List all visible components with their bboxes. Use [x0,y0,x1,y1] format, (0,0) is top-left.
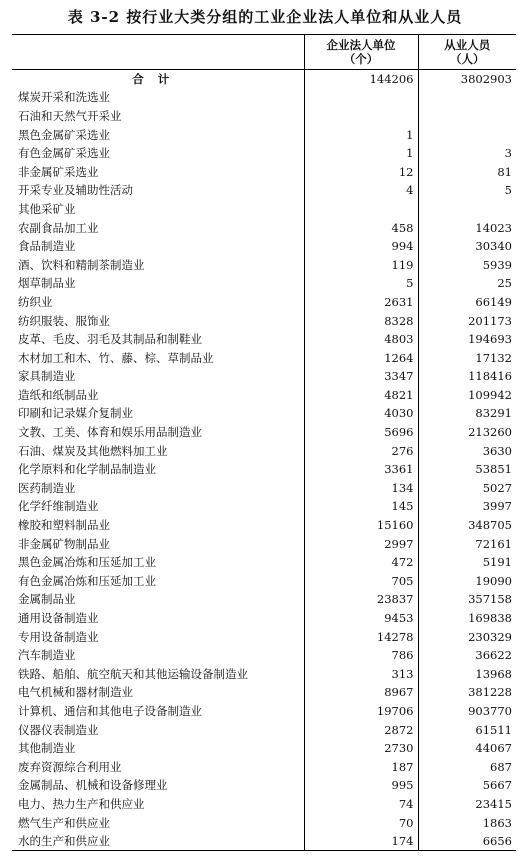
table-row [12,88,516,107]
industry-name-cell: 废弃资源综合利用业 [12,757,304,776]
industry-name-cell: 黑色金属矿采选业 [12,125,304,144]
industry-name-cell: 橡胶和塑料制品业 [12,516,304,535]
employees-cell: 5667 [482,778,512,793]
units-cell: 19706 [304,702,418,721]
industry-name-cell: 电力、热力生产和供应业 [12,795,304,814]
employees-cell: 17132 [475,350,512,365]
industry-name-cell: 金属制品、机械和设备修理业 [12,776,304,795]
industry-name-cell: 汽车制造业 [12,646,304,665]
units-cell: 145 [304,497,418,516]
table-row [12,757,516,776]
table-row [12,534,516,553]
table-row [12,181,516,200]
employees-cell: 66149 [475,294,512,309]
industry-name-cell: 家具制造业 [12,367,304,386]
table-body [12,70,516,851]
header-employees-line1: 从业人员 [444,38,491,52]
table-row [12,553,516,572]
employees-cell: 44067 [475,741,512,756]
employees-cell: 3630 [482,443,512,458]
table-row [12,330,516,349]
units-cell: 313 [304,665,418,684]
industry-name-cell: 金属制品业 [12,590,304,609]
industry-name-cell: 造纸和纸制品业 [12,386,304,405]
industry-name-cell: 铁路、船舶、航空航天和其他运输设备制造业 [12,665,304,684]
industry-name-cell: 烟草制品业 [12,274,304,293]
table-row [12,404,516,423]
units-cell: 995 [304,776,418,795]
employees-cell: 903770 [468,703,512,718]
table-row [12,497,516,516]
industry-name-cell: 水的生产和供应业 [12,832,304,851]
table-row [12,590,516,609]
industry-name-cell: 计算机、通信和其他电子设备制造业 [12,702,304,721]
employees-cell: 230329 [468,629,512,644]
employees-cell: 83291 [475,406,512,421]
table-row [12,274,516,293]
employees-cell: 25 [497,276,512,291]
table-row [12,683,516,702]
industry-name-cell: 印刷和记录媒介复制业 [12,404,304,423]
employees-cell: 81 [497,164,512,179]
units-cell: 2997 [304,534,418,553]
units-cell: 786 [304,646,418,665]
table-row [12,423,516,442]
industry-name-cell: 专用设备制造业 [12,627,304,646]
employees-cell: 72161 [475,536,512,551]
employees-cell: 213260 [468,425,512,440]
table-row [12,795,516,814]
table-row [12,386,516,405]
table-row [12,311,516,330]
industry-name-cell: 有色金属冶炼和压延加工业 [12,572,304,591]
employees-cell: 3997 [482,499,512,514]
employees-cell: 3 [504,146,512,161]
industry-name-cell: 木材加工和木、竹、藤、棕、草制品业 [12,348,304,367]
header-units-line1: 企业法人单位 [326,38,396,52]
employees-cell [418,200,516,219]
industry-name-cell: 石油、煤炭及其他燃料加工业 [12,441,304,460]
employees-cell: 5 [504,183,512,198]
employees-cell: 23415 [475,796,512,811]
industry-name-cell: 化学纤维制造业 [12,497,304,516]
employees-cell [418,125,516,144]
industry-name-cell: 医药制造业 [12,479,304,498]
employees-cell: 30340 [475,239,512,254]
units-cell: 2631 [304,293,418,312]
industry-name-cell: 燃气生产和供应业 [12,813,304,832]
units-cell: 4803 [304,330,418,349]
total-row [12,70,516,89]
industry-name-cell: 化学原料和化学制品制造业 [12,460,304,479]
employees-cell: 381228 [468,685,512,700]
employees-cell: 118416 [468,369,512,384]
industry-name-cell: 食品制造业 [12,237,304,256]
employees-cell: 687 [490,759,512,774]
header-employees [418,35,516,70]
industry-name-cell: 纺织服装、服饰业 [12,311,304,330]
industry-name-cell: 皮革、毛皮、羽毛及其制品和制鞋业 [12,330,304,349]
employees-cell: 194693 [468,332,512,347]
table-row [12,460,516,479]
table-row [12,609,516,628]
table-row [12,832,516,851]
total-label: 合计 [12,70,304,89]
units-cell: 8328 [304,311,418,330]
units-cell: 4821 [304,386,418,405]
units-cell: 134 [304,479,418,498]
units-cell: 5696 [304,423,418,442]
units-cell: 1264 [304,348,418,367]
industry-name-cell: 酒、饮料和精制茶制造业 [12,255,304,274]
employees-cell: 61511 [475,722,512,737]
table-row [12,665,516,684]
table-header [12,35,516,70]
units-cell [304,88,418,107]
industry-name-cell: 电气机械和器材制造业 [12,683,304,702]
units-cell: 174 [304,832,418,851]
table-row [12,237,516,256]
table-row [12,627,516,646]
units-cell: 8967 [304,683,418,702]
employees-cell: 14023 [475,220,512,235]
units-cell: 4 [304,181,418,200]
table-row [12,162,516,181]
table-row [12,107,516,126]
units-cell: 1 [304,125,418,144]
industry-name-cell: 其他采矿业 [12,200,304,219]
table-row [12,200,516,219]
industry-name-cell: 仪器仪表制造业 [12,720,304,739]
table-row [12,720,516,739]
table-row [12,441,516,460]
table-row [12,144,516,163]
units-cell: 705 [304,572,418,591]
table-row [12,125,516,144]
employees-cell: 13968 [475,666,512,681]
industry-name-cell: 有色金属矿采选业 [12,144,304,163]
table-row [12,516,516,535]
units-cell: 70 [304,813,418,832]
units-cell: 119 [304,255,418,274]
employees-cell: 357158 [468,592,512,607]
employees-cell: 5191 [482,555,512,570]
table-row [12,702,516,721]
units-cell: 74 [304,795,418,814]
employees-cell: 201173 [468,313,512,328]
units-cell: 5 [304,274,418,293]
employees-cell: 109942 [468,387,512,402]
industry-name-cell: 黑色金属冶炼和压延加工业 [12,553,304,572]
industry-name-cell: 通用设备制造业 [12,609,304,628]
table-row [12,367,516,386]
industry-name-cell: 非金属矿采选业 [12,162,304,181]
table-row [12,813,516,832]
units-cell: 12 [304,162,418,181]
units-cell: 472 [304,553,418,572]
table-row [12,479,516,498]
header-industry [12,35,304,70]
industry-name-cell: 开采专业及辅助性活动 [12,181,304,200]
units-cell: 15160 [304,516,418,535]
table-row [12,776,516,795]
units-cell: 4030 [304,404,418,423]
units-cell [304,200,418,219]
industry-name-cell: 非金属矿物制品业 [12,534,304,553]
table-row [12,293,516,312]
table-title: 表 3-2 按行业大类分组的工业企业法人单位和从业人员 [67,8,463,26]
table-row [12,739,516,758]
total-units: 144206 [304,70,418,89]
industry-name-cell: 其他制造业 [12,739,304,758]
table-row [12,218,516,237]
employees-cell: 6656 [418,832,516,851]
employees-cell: 348705 [468,518,512,533]
employees-cell: 36622 [475,648,512,663]
total-employees: 3802903 [460,72,512,87]
units-cell: 2730 [304,739,418,758]
header-units [304,35,418,70]
units-cell: 1 [304,144,418,163]
employees-cell: 1863 [482,815,512,830]
units-cell: 3347 [304,367,418,386]
industry-name-cell: 文教、工美、体育和娱乐用品制造业 [12,423,304,442]
header-employees-line2: （人） [450,52,485,66]
units-cell: 458 [304,218,418,237]
table-row [12,255,516,274]
units-cell: 2872 [304,720,418,739]
employees-cell: 19090 [475,573,512,588]
header-units-line2: （个） [343,52,379,66]
industry-name-cell: 煤炭开采和洗选业 [12,88,304,107]
units-cell [304,107,418,126]
units-cell: 994 [304,237,418,256]
units-cell: 9453 [304,609,418,628]
employees-cell [418,88,516,107]
industry-name-cell: 纺织业 [12,293,304,312]
units-cell: 14278 [304,627,418,646]
units-cell: 276 [304,441,418,460]
table-row [12,348,516,367]
table-row [12,646,516,665]
employees-cell: 5027 [482,480,512,495]
employees-cell: 5939 [482,257,512,272]
industry-table [12,34,516,851]
employees-cell [418,107,516,126]
industry-name-cell: 农副食品加工业 [12,218,304,237]
employees-cell: 169838 [468,611,512,626]
units-cell: 23837 [304,590,418,609]
table-row [12,572,516,591]
units-cell: 187 [304,757,418,776]
industry-name-cell: 石油和天然气开采业 [12,107,304,126]
employees-cell: 53851 [475,462,512,477]
units-cell: 3361 [304,460,418,479]
